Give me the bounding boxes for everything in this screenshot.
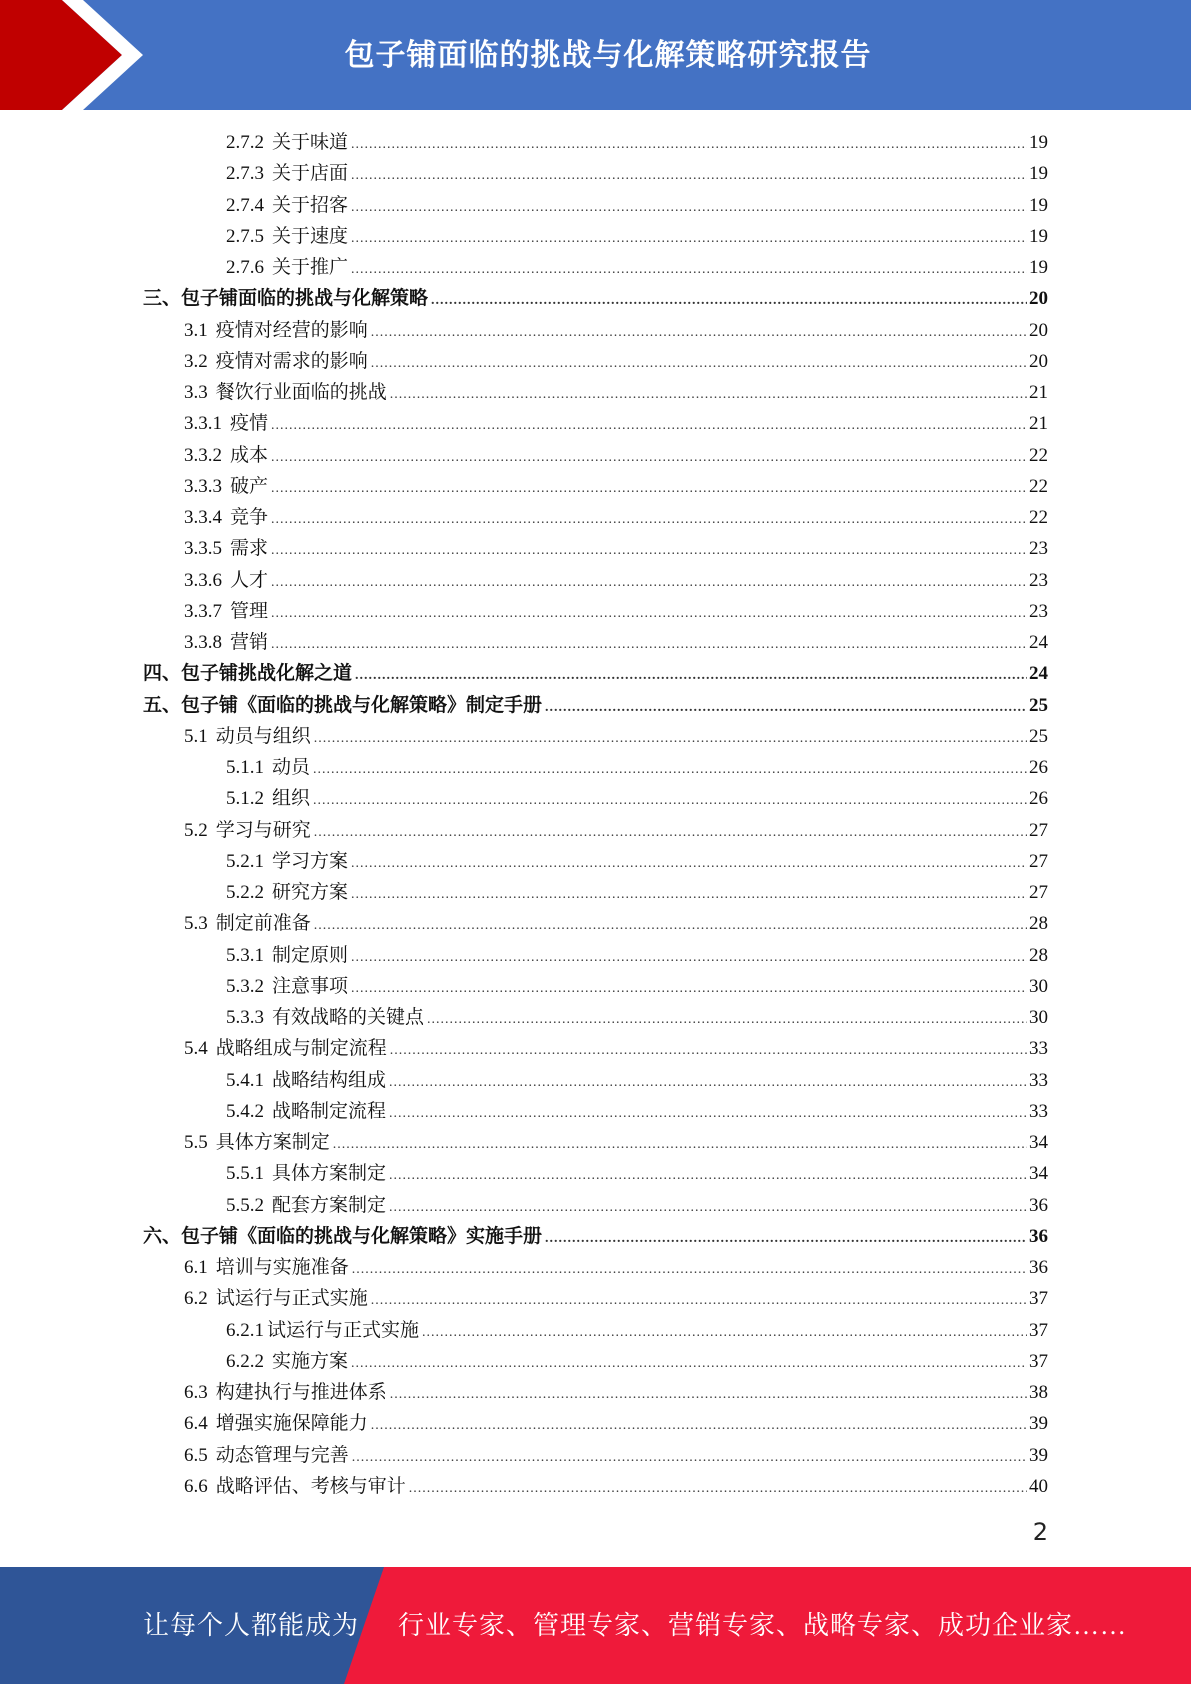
toc-entry-title: 关于店面 (272, 163, 349, 185)
toc-entry-page: 22 (1029, 475, 1048, 497)
toc-entry[interactable] (0, 190, 1191, 221)
toc-entry-label (226, 1190, 386, 1221)
toc-dot-leader (371, 1410, 1027, 1441)
toc-dot-leader (271, 442, 1027, 473)
toc-entry-number: 6.3 (184, 1382, 208, 1403)
toc-entry-label (184, 1440, 349, 1471)
toc-entry-page: 27 (1029, 850, 1048, 872)
toc-dot-leader (352, 1442, 1027, 1473)
toc-entry-page: 40 (1029, 1475, 1048, 1497)
toc-entry-page: 39 (1029, 1444, 1048, 1466)
toc-entry-title: 疫情对经营的影响 (215, 319, 368, 341)
toc-entry-page: 30 (1029, 1007, 1048, 1028)
toc-entry-page: 37 (1029, 1288, 1048, 1310)
toc-entry[interactable] (0, 877, 1191, 908)
toc-entry[interactable] (0, 1221, 1191, 1252)
toc-entry-page: 19 (1029, 194, 1048, 216)
toc-dot-leader (427, 1004, 1027, 1035)
toc-entry[interactable] (0, 721, 1191, 752)
toc-entry-label (184, 1033, 387, 1064)
toc-entry[interactable] (0, 971, 1191, 1002)
toc-entry-number: 6.2 (184, 1288, 208, 1310)
toc-dot-leader (409, 1473, 1027, 1504)
toc-dot-leader (271, 598, 1027, 629)
toc-entry-label (184, 1377, 387, 1408)
toc-entry-title: 动员与组织 (215, 725, 311, 747)
toc-entry-page: 20 (1029, 288, 1048, 310)
toc-entry-label (184, 377, 387, 408)
toc-entry-label (226, 971, 348, 1002)
toc-entry-title: 具体方案制定 (215, 1132, 330, 1153)
toc-entry-label (143, 283, 428, 314)
toc-entry-page: 27 (1029, 882, 1048, 903)
toc-entry-title: 研究方案 (272, 882, 349, 903)
toc-entry-number: 5.3.2 (226, 975, 264, 997)
toc-entry-label (226, 1315, 419, 1346)
toc-entry-title: 配套方案制定 (272, 1194, 387, 1216)
toc-entry[interactable] (0, 127, 1191, 158)
toc-entry-number: 6.1 (184, 1257, 208, 1278)
toc-entry-label (226, 752, 310, 783)
toc-entry-label (226, 783, 310, 814)
toc-entry-page: 33 (1029, 1100, 1048, 1122)
toc-dot-leader (390, 1379, 1027, 1410)
toc-entry[interactable] (0, 1346, 1191, 1377)
toc-entry[interactable] (0, 690, 1191, 721)
toc-entry-title: 有效战略的关键点 (272, 1007, 425, 1028)
toc-entry-number: 5.3.3 (226, 1007, 264, 1028)
toc-entry-number: 5.2.2 (226, 882, 264, 903)
toc-entry-title: 人才 (230, 569, 269, 591)
toc-entry-label (226, 877, 348, 908)
page-header (0, 0, 1191, 110)
toc-entry-title: 五、包子铺《面临的挑战与化解策略》制定手册 (143, 694, 543, 716)
toc-entry-label (226, 1158, 386, 1189)
toc-entry-page: 36 (1029, 1225, 1048, 1247)
toc-entry[interactable] (0, 315, 1191, 346)
toc-entry-label (143, 1221, 542, 1252)
toc-entry[interactable] (0, 846, 1191, 877)
toc-entry-page: 39 (1029, 1413, 1048, 1435)
toc-entry-title: 疫情 (230, 413, 269, 435)
toc-entry-number: 3.3.5 (184, 538, 222, 560)
toc-entry-label (184, 533, 268, 564)
toc-entry-page: 24 (1029, 632, 1048, 653)
toc-entry-label (184, 346, 368, 377)
toc-entry-title: 战略组成与制定流程 (215, 1038, 387, 1060)
toc-dot-leader (351, 973, 1027, 1004)
toc-entry-page: 30 (1029, 975, 1048, 997)
toc-entry-page: 19 (1029, 225, 1048, 247)
toc-entry-label (143, 658, 352, 689)
toc-entry-page: 23 (1029, 569, 1048, 591)
toc-entry[interactable] (0, 252, 1191, 283)
toc-entry-page: 26 (1029, 788, 1048, 810)
toc-entry[interactable] (0, 908, 1191, 939)
toc-entry-page: 24 (1029, 663, 1048, 685)
toc-entry-title: 具体方案制定 (272, 1163, 387, 1185)
toc-entry-label (184, 1252, 349, 1283)
toc-entry-label (184, 721, 311, 752)
toc-dot-leader (389, 1098, 1027, 1129)
toc-entry-title: 三、包子铺面临的挑战与化解策略 (143, 288, 429, 310)
toc-dot-leader (271, 535, 1027, 566)
toc-entry[interactable] (0, 1127, 1191, 1158)
toc-entry-title: 关于速度 (272, 225, 349, 247)
toc-entry-page: 22 (1029, 444, 1048, 466)
toc-entry-number: 3.3 (184, 382, 208, 403)
toc-entry-label (226, 158, 348, 189)
toc-entry-title: 实施方案 (272, 1350, 349, 1372)
toc-dot-leader (389, 1160, 1027, 1191)
toc-dot-leader (390, 1035, 1027, 1066)
toc-entry-number: 3.3.7 (184, 600, 222, 622)
toc-dot-leader (351, 223, 1027, 254)
toc-entry-title: 增强实施保障能力 (215, 1413, 368, 1435)
toc-entry[interactable] (0, 658, 1191, 689)
toc-entry-number: 6.2.2 (226, 1350, 264, 1372)
toc-entry-title: 竞争 (230, 507, 269, 528)
toc-entry-page: 20 (1029, 350, 1048, 372)
toc-entry-page: 19 (1029, 163, 1048, 185)
toc-entry-number: 6.2.1 (226, 1319, 264, 1341)
toc-entry-number: 5.4.1 (226, 1069, 264, 1091)
toc-entry-title: 成本 (230, 444, 269, 466)
toc-entry-page: 21 (1029, 413, 1048, 435)
toc-entry-title: 学习与研究 (215, 819, 311, 841)
toc-entry-number: 3.3.6 (184, 569, 222, 591)
toc-entry-title: 四、包子铺挑战化解之道 (143, 663, 353, 685)
toc-entry[interactable] (0, 1440, 1191, 1471)
toc-entry-title: 战略结构组成 (272, 1069, 387, 1091)
toc-dot-leader (351, 879, 1027, 910)
toc-dot-leader (371, 348, 1027, 379)
toc-entry-label (226, 1065, 386, 1096)
toc-dot-leader (371, 1285, 1027, 1316)
toc-entry[interactable] (0, 533, 1191, 564)
toc-entry[interactable] (0, 283, 1191, 314)
toc-dot-leader (545, 1223, 1027, 1254)
toc-dot-leader (313, 754, 1027, 785)
toc-entry-label (184, 471, 268, 502)
toc-dot-leader (314, 723, 1027, 754)
toc-entry-number: 3.1 (184, 319, 208, 341)
toc-entry-number: 6.6 (184, 1475, 208, 1497)
toc-dot-leader (390, 379, 1027, 410)
toc-entry-title: 注意事项 (272, 975, 349, 997)
toc-entry-page: 27 (1029, 819, 1048, 841)
toc-entry-page: 34 (1029, 1132, 1048, 1153)
toc-entry[interactable] (0, 440, 1191, 471)
toc-entry-number: 5.3.1 (226, 944, 264, 966)
toc-entry-label (226, 127, 348, 158)
toc-entry-page: 33 (1029, 1069, 1048, 1091)
toc-dot-leader (422, 1317, 1027, 1348)
toc-entry[interactable] (0, 1377, 1191, 1408)
toc-dot-leader (352, 1254, 1027, 1285)
toc-entry-number: 2.7.6 (226, 257, 264, 278)
page-footer (0, 1567, 1191, 1684)
toc-entry[interactable] (0, 1252, 1191, 1283)
toc-entry-page: 23 (1029, 538, 1048, 560)
toc-entry[interactable] (0, 377, 1191, 408)
toc-entry-title: 六、包子铺《面临的挑战与化解策略》实施手册 (143, 1225, 543, 1247)
toc-entry-number: 2.7.4 (226, 194, 264, 216)
toc-entry-page: 26 (1029, 757, 1048, 778)
toc-entry-page: 38 (1029, 1382, 1048, 1403)
toc-dot-leader (389, 1192, 1027, 1223)
toc-entry-page: 33 (1029, 1038, 1048, 1060)
toc-entry[interactable] (0, 408, 1191, 439)
toc-entry[interactable] (0, 471, 1191, 502)
toc-dot-leader (314, 910, 1027, 941)
toc-entry[interactable] (0, 346, 1191, 377)
toc-entry-page: 21 (1029, 382, 1048, 403)
toc-dot-leader (271, 504, 1027, 535)
toc-entry-label (226, 940, 348, 971)
toc-entry-page: 36 (1029, 1194, 1048, 1216)
toc-entry-page: 36 (1029, 1257, 1048, 1278)
toc-dot-leader (371, 317, 1027, 348)
toc-entry-label (184, 1127, 330, 1158)
toc-entry[interactable] (0, 815, 1191, 846)
toc-dot-leader (271, 629, 1027, 660)
table-of-contents (0, 127, 1191, 1502)
toc-entry-page: 34 (1029, 1163, 1048, 1185)
toc-dot-leader (545, 692, 1027, 723)
toc-entry-title: 餐饮行业面临的挑战 (215, 382, 387, 403)
toc-dot-leader (271, 410, 1027, 441)
toc-dot-leader (271, 473, 1027, 504)
toc-entry-number: 5.1.2 (226, 788, 264, 810)
toc-entry-label (184, 565, 268, 596)
toc-entry-number: 6.4 (184, 1413, 208, 1435)
toc-entry-number: 5.1.1 (226, 757, 264, 778)
toc-entry-title: 关于推广 (272, 257, 349, 278)
toc-entry-label (184, 627, 268, 658)
toc-entry-number: 3.3.4 (184, 507, 222, 528)
toc-entry-label (226, 252, 348, 283)
toc-entry-number: 5.2.1 (226, 850, 264, 872)
toc-dot-leader (333, 1129, 1027, 1160)
toc-entry[interactable] (0, 565, 1191, 596)
toc-dot-leader (431, 285, 1027, 316)
toc-entry-page: 25 (1029, 694, 1048, 716)
toc-entry[interactable] (0, 1158, 1191, 1189)
toc-dot-leader (351, 160, 1027, 191)
toc-entry-label (143, 690, 542, 721)
toc-entry[interactable] (0, 1033, 1191, 1064)
toc-entry-number: 2.7.5 (226, 225, 264, 247)
toc-entry[interactable] (0, 1471, 1191, 1502)
footer-slogan-left: 让每个人都能成为 (143, 1611, 360, 1640)
toc-entry[interactable] (0, 1408, 1191, 1439)
toc-dot-leader (351, 1348, 1027, 1379)
toc-entry[interactable] (0, 1283, 1191, 1314)
toc-entry-label (184, 440, 268, 471)
toc-entry-page: 22 (1029, 507, 1048, 528)
toc-entry-title: 动员 (272, 757, 311, 778)
toc-entry-number: 3.3.2 (184, 444, 222, 466)
toc-entry-title: 制定原则 (272, 944, 349, 966)
toc-dot-leader (389, 1067, 1027, 1098)
toc-entry-number: 5.2 (184, 819, 208, 841)
toc-entry-title: 战略制定流程 (272, 1100, 387, 1122)
toc-entry-title: 管理 (230, 600, 269, 622)
toc-entry-label (226, 1002, 424, 1033)
toc-entry-number: 6.5 (184, 1444, 208, 1466)
toc-entry[interactable] (0, 502, 1191, 533)
toc-entry[interactable] (0, 1065, 1191, 1096)
toc-entry-title: 战略评估、考核与审计 (215, 1475, 406, 1497)
toc-entry-label (184, 1471, 406, 1502)
toc-entry-title: 组织 (272, 788, 311, 810)
toc-dot-leader (351, 942, 1027, 973)
toc-entry-number: 5.5 (184, 1132, 208, 1153)
toc-entry-number: 5.5.2 (226, 1194, 264, 1216)
toc-entry-page: 20 (1029, 319, 1048, 341)
toc-entry-number: 3.2 (184, 350, 208, 372)
toc-entry-title: 疫情对需求的影响 (215, 350, 368, 372)
toc-entry-label (226, 1346, 348, 1377)
toc-entry-label (184, 908, 311, 939)
toc-entry-label (184, 1283, 368, 1314)
toc-entry-page: 25 (1029, 725, 1048, 747)
toc-entry-label (184, 408, 268, 439)
toc-entry-label (226, 190, 348, 221)
toc-entry-title: 试运行与正式实施 (267, 1319, 420, 1341)
toc-entry-label (184, 596, 268, 627)
toc-entry-number: 2.7.2 (226, 132, 264, 153)
toc-entry[interactable] (0, 1315, 1191, 1346)
toc-dot-leader (351, 254, 1027, 285)
toc-entry-title: 关于招客 (272, 194, 349, 216)
toc-dot-leader (313, 785, 1027, 816)
toc-entry[interactable] (0, 158, 1191, 189)
toc-entry-page: 23 (1029, 600, 1048, 622)
toc-entry-number: 5.4.2 (226, 1100, 264, 1122)
toc-entry[interactable] (0, 221, 1191, 252)
toc-entry-number: 5.4 (184, 1038, 208, 1060)
footer-slogan-right: 行业专家、管理专家、营销专家、战略专家、成功企业家…… (398, 1611, 1128, 1640)
toc-entry-label (184, 315, 368, 346)
toc-entry-title: 营销 (230, 632, 269, 653)
toc-entry-page: 19 (1029, 132, 1048, 153)
toc-entry-title: 学习方案 (272, 850, 349, 872)
toc-entry-title: 关于味道 (272, 132, 349, 153)
toc-entry[interactable] (0, 1002, 1191, 1033)
toc-entry-number: 3.3.8 (184, 632, 222, 653)
toc-entry-number: 2.7.3 (226, 163, 264, 185)
toc-entry-page: 37 (1029, 1350, 1048, 1372)
document-title: 包子铺面临的挑战与化解策略研究报告 (344, 38, 872, 73)
toc-dot-leader (351, 129, 1027, 160)
toc-entry-title: 动态管理与完善 (215, 1444, 349, 1466)
page-number: 2 (1032, 1518, 1048, 1546)
toc-entry-title: 培训与实施准备 (215, 1257, 349, 1278)
toc-entry-page: 37 (1029, 1319, 1048, 1341)
toc-entry-label (184, 815, 311, 846)
toc-entry[interactable] (0, 752, 1191, 783)
toc-entry-page: 19 (1029, 257, 1048, 278)
toc-entry-number: 5.1 (184, 725, 208, 747)
toc-entry[interactable] (0, 1096, 1191, 1127)
toc-entry[interactable] (0, 1190, 1191, 1221)
toc-entry-number: 5.3 (184, 913, 208, 935)
toc-entry-title: 试运行与正式实施 (215, 1288, 368, 1310)
toc-entry-label (184, 1408, 368, 1439)
toc-entry-number: 5.5.1 (226, 1163, 264, 1185)
toc-entry-title: 需求 (230, 538, 269, 560)
toc-dot-leader (351, 192, 1027, 223)
toc-entry-title: 制定前准备 (215, 913, 311, 935)
toc-entry[interactable] (0, 940, 1191, 971)
toc-entry-title: 破产 (230, 475, 269, 497)
toc-entry[interactable] (0, 627, 1191, 658)
toc-dot-leader (351, 848, 1027, 879)
toc-dot-leader (355, 660, 1027, 691)
toc-entry[interactable] (0, 596, 1191, 627)
toc-dot-leader (314, 817, 1027, 848)
toc-entry[interactable] (0, 783, 1191, 814)
toc-entry-number: 3.3.3 (184, 475, 222, 497)
toc-entry-label (226, 221, 348, 252)
toc-entry-page: 28 (1029, 913, 1048, 935)
toc-entry-label (226, 1096, 386, 1127)
toc-entry-label (226, 846, 348, 877)
toc-entry-label (184, 502, 268, 533)
toc-entry-page: 28 (1029, 944, 1048, 966)
toc-dot-leader (271, 567, 1027, 598)
toc-entry-number: 3.3.1 (184, 413, 222, 435)
toc-entry-title: 构建执行与推进体系 (215, 1382, 387, 1403)
